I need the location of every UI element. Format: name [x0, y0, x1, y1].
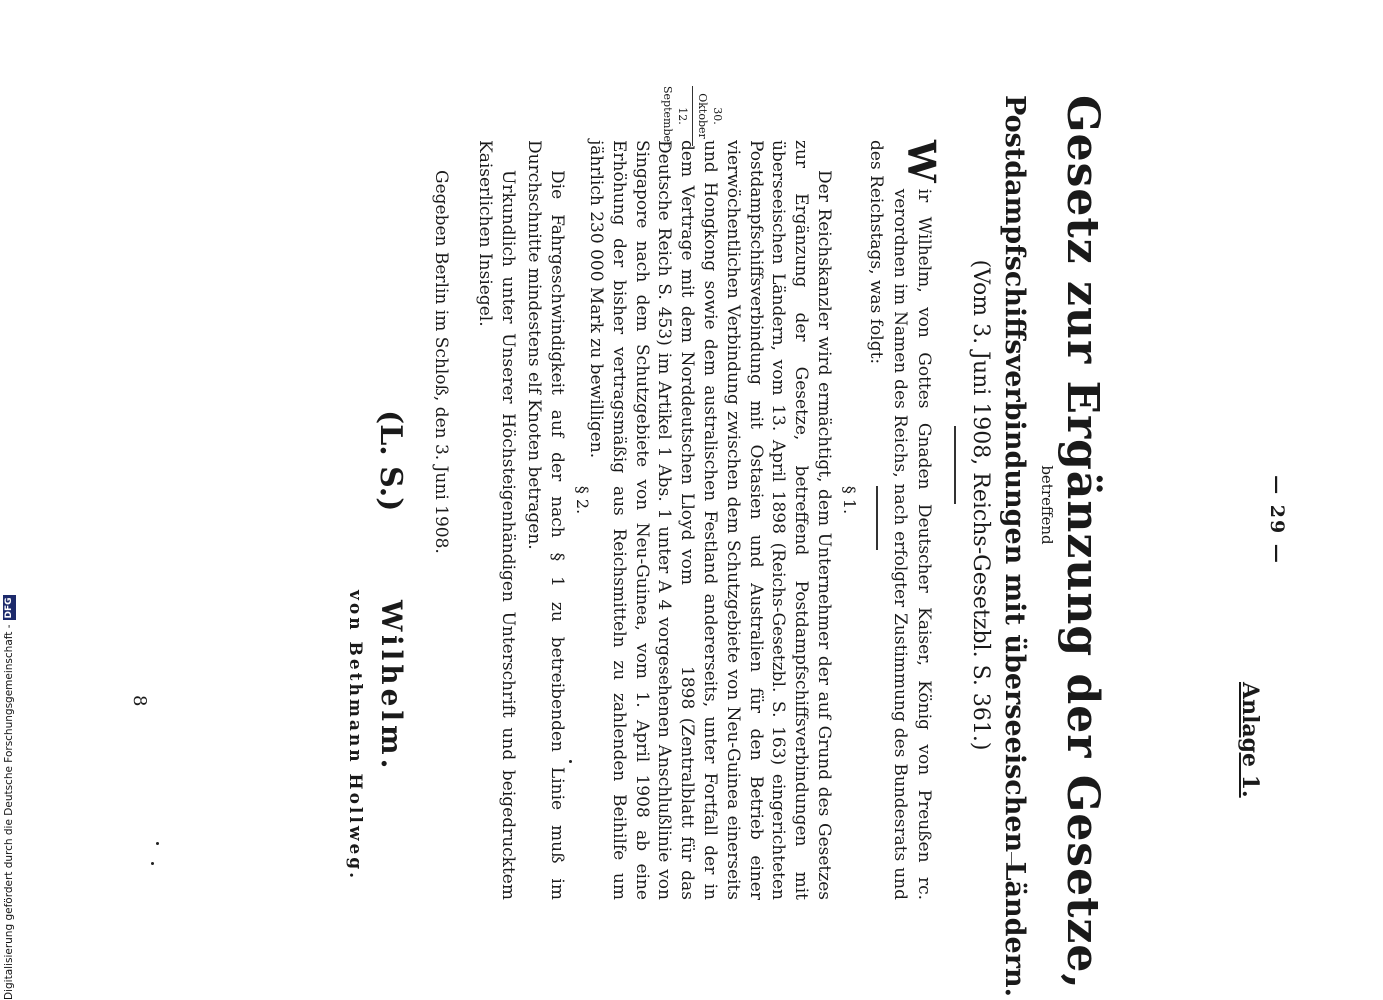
given-line: Gegeben Berlin im Schloß, den 3. Juni 1908.: [431, 170, 451, 554]
scan-mark: [1011, 852, 1012, 866]
section-2-heading: § 2.: [573, 485, 592, 515]
section-2-text: Die Fahrgeschwindigkeit auf der nach § 1 zu betreibenden Linie muß im Durchschnitte mindestens elf Knoten betragen.: [524, 140, 567, 900]
closing-formula: Urkundlich unter Unserer Höchsteigenhändigen Unterschrift und beigedrucktem Kaiserlichen Insiegel.: [475, 140, 518, 900]
document-subtitle: Postdampfschiffsverbindungen mit überseeischen Ländern.: [999, 95, 1030, 997]
title-connector: betreffend: [1038, 465, 1056, 545]
countersignature: von Bethmann Hollweg.: [345, 590, 365, 882]
section-1-heading: § 1.: [840, 485, 859, 515]
credit-text: Digitalisierung gefördert durch die Deutsche Forschungsgemeinschaft -: [3, 624, 15, 1000]
dfg-logo: DFG: [3, 597, 14, 619]
date-line: (Vom 3. Juni 1908, Reichs-Gesetzbl. S. 361.): [968, 259, 993, 751]
annex-label: Anlage 1.: [1237, 682, 1263, 798]
section-1-body-continued: 1898 (Zentralblatt für das Deutsche Reich S. 453) im Artikel 1 Abs. 1 unter A 4 vorgesehenen Anschlußlinie von Singapore nach dem Schutzgebiete von Neu-Guinea, vom 1. April 1908 ab eine Erhöhung der bisher vertragsmäßig aus Reichsmitteln zu zahlenden Beihilfe um jährlich 230 000 Mark zu bewilligen.: [586, 140, 698, 901]
contract-date-bottom: 12. September: [661, 86, 689, 148]
digitization-credit: [0, 597, 18, 1000]
scan-speck: [569, 760, 572, 763]
credit-line: [0, 597, 18, 1000]
document-title: Gesetz zur Ergänzung der Gesetze,: [1057, 95, 1108, 990]
preamble: [864, 140, 944, 900]
preamble-divider: [876, 486, 878, 550]
section-1-body: Der Reichskanzler wird ermächtigt, dem Unternehmer der auf Grund des Gesetzes zur Ergänzung der Gesetze, betreffend Postdampfschiffsverbindungen mit überseeischen Ländern, vom 13. April 1898 (Reichs-Gesetzbl. S. 163) eingerichteten Postdampfschiffsverbindung mit Ostasien und Australien für den Betrieb einer vierwöchentlichen Verbindung zwischen dem Schutzgebiete von Neu-Guinea einerseits und Hongkong sowie dem australischen Festland andererseits, unter Fortfall der in dem Vertrage mit dem Norddeutschen Lloyd vom: [677, 140, 834, 900]
page-number: — 29 —: [1266, 475, 1288, 565]
scan-speck: [156, 842, 159, 845]
section-1-text: [584, 140, 835, 900]
contract-date-top: 30. Oktober: [696, 93, 724, 139]
scan-speck: [151, 862, 154, 865]
seal-mark: (L. S.): [373, 410, 408, 512]
preamble-text: ir Wilhelm, von Gottes Gnaden Deutscher Kaiser, König von Preußen rc. verordnen im Namen des Reichs, nach erfolgter Zustimmung des Bundesrats und des Reichstags, was folgt:: [866, 140, 934, 900]
fraction-line: [692, 86, 693, 146]
folio-number: 8: [129, 695, 150, 707]
title-divider: [954, 426, 956, 504]
signature: Wilhelm.: [375, 600, 408, 773]
contract-date-fraction: [660, 86, 725, 146]
drop-initial: W: [899, 140, 944, 183]
